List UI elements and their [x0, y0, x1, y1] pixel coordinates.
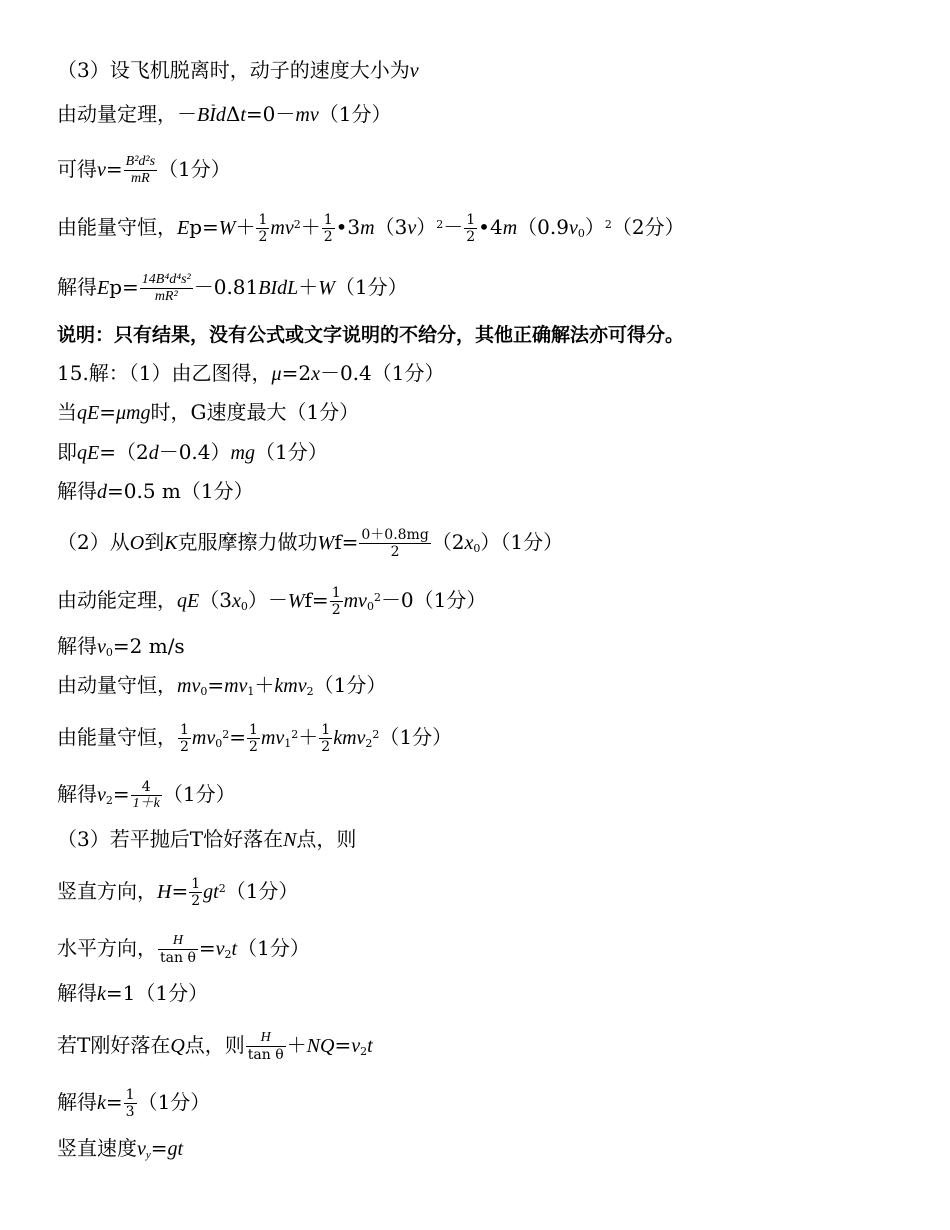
score: （1分）	[158, 157, 231, 181]
score: （1分）	[334, 275, 408, 299]
denominator: 3	[125, 1104, 135, 1120]
var: BIdL	[258, 277, 299, 299]
text: =	[99, 400, 116, 424]
text: =	[105, 157, 123, 181]
text: =	[112, 782, 130, 806]
var: x	[311, 363, 320, 385]
exponent: 2	[293, 218, 301, 231]
exponent: 2	[604, 218, 612, 231]
text: =	[171, 879, 189, 903]
denominator: 2	[249, 739, 258, 755]
subscript: 0	[577, 227, 585, 240]
line-energy-conservation-2	[57, 722, 452, 756]
text: 竖直方向，	[57, 879, 157, 903]
text: =	[150, 1136, 168, 1160]
var: Q	[170, 1035, 185, 1057]
line-momentum-conservation	[57, 673, 386, 704]
var: t	[231, 938, 238, 960]
var: mv	[343, 590, 367, 612]
score: （1分）	[379, 725, 453, 749]
line-force-balance	[57, 440, 328, 465]
line-vertical-direction	[57, 876, 298, 909]
var: mg	[230, 442, 255, 464]
var: E	[97, 277, 110, 299]
exponent: 2	[291, 728, 299, 741]
var: gt	[167, 1138, 184, 1160]
numerator: 1	[249, 722, 258, 738]
score: （1分）	[254, 440, 328, 464]
line-v2-result	[57, 779, 236, 813]
text: =1	[105, 981, 136, 1005]
score: （1分）	[162, 782, 236, 806]
var: m	[502, 217, 518, 239]
denominator: 2	[321, 739, 331, 755]
exponent: 2	[372, 728, 380, 741]
score: （1分）	[225, 879, 299, 903]
var: d	[97, 481, 107, 503]
var: qE	[77, 442, 100, 464]
exponent: 2	[222, 728, 230, 741]
var: mv	[260, 727, 285, 749]
line-ep-result	[57, 272, 408, 305]
var: v	[97, 636, 106, 658]
grading-note	[57, 323, 684, 347]
line-vertical-velocity	[57, 1136, 183, 1167]
text: 点，则	[184, 1033, 245, 1057]
var: μ	[271, 363, 282, 385]
var: H	[157, 881, 172, 903]
score: （1分）	[286, 400, 360, 424]
text: ＋	[298, 275, 319, 299]
score: （1分）	[413, 588, 487, 612]
var: v	[97, 784, 106, 806]
numerator: 1	[125, 1087, 135, 1103]
denominator: tan θ	[247, 1047, 284, 1063]
var: v	[137, 1138, 146, 1160]
fraction	[330, 585, 343, 618]
text: 解得	[57, 275, 97, 299]
denominator: 1＋k	[132, 796, 160, 811]
numerator: 1	[323, 212, 333, 228]
text: 可得	[57, 157, 97, 181]
text: 由动能定理，	[57, 588, 177, 612]
text: =	[229, 725, 247, 749]
text: ）－	[247, 588, 288, 612]
line-friction-work	[57, 527, 563, 561]
numerator: 4	[131, 779, 162, 796]
text: p=	[189, 215, 219, 239]
text: （2	[431, 530, 465, 554]
var: W	[218, 217, 236, 239]
text: （2）从	[57, 530, 130, 554]
denominator: 2	[180, 739, 189, 755]
denominator: mR²	[154, 289, 178, 304]
numerator: 1	[191, 876, 201, 892]
denominator: 2	[390, 544, 400, 560]
text: =0.5 m	[107, 479, 181, 503]
var: x	[464, 532, 474, 554]
fraction	[464, 212, 477, 245]
text: 由能量守恒，	[57, 725, 177, 749]
text: 时，G速度最大	[150, 400, 287, 424]
text: •3	[335, 215, 361, 239]
var-mean-current: - I	[209, 104, 216, 126]
fraction	[124, 154, 157, 187]
denominator: mR	[131, 171, 150, 186]
text: 解得	[57, 1090, 97, 1114]
text: 水平方向，	[57, 936, 157, 960]
text: ＋	[298, 725, 319, 749]
delta: Δ	[225, 102, 241, 126]
numerator: 1	[466, 212, 476, 228]
line-k-third-result	[57, 1087, 210, 1120]
score: （1分）	[137, 1090, 211, 1114]
text: •4	[478, 215, 503, 239]
subscript: 0	[240, 600, 248, 613]
score: （1分）	[180, 479, 254, 503]
text: =	[198, 936, 216, 960]
numerator: 1	[331, 585, 341, 601]
denominator: 2	[466, 229, 476, 245]
line-v0-result	[57, 634, 185, 665]
var: x	[231, 590, 241, 612]
subscript: 1	[247, 685, 255, 698]
text: =	[207, 673, 225, 697]
text: 解得	[57, 479, 97, 503]
text: ＋	[300, 215, 321, 239]
var: v	[407, 217, 417, 239]
subscript: 0	[366, 600, 374, 613]
fraction	[189, 876, 202, 909]
text: （0.9	[517, 215, 569, 239]
var: v	[409, 60, 419, 82]
fraction	[247, 722, 260, 755]
text: f=	[304, 588, 329, 612]
subscript: 2	[224, 948, 232, 961]
text: －0.4）	[158, 440, 231, 464]
subscript: 0	[105, 646, 113, 659]
subscript: y	[145, 1149, 151, 1161]
text: －0.81	[193, 275, 259, 299]
var: kmv	[333, 727, 366, 749]
score: （1分）	[500, 530, 564, 554]
var: B	[197, 104, 210, 126]
subscript: 2	[306, 685, 314, 698]
text: 15.解：（1）由乙图得，	[57, 361, 272, 385]
text: 解得	[57, 981, 97, 1005]
text: f=	[334, 530, 359, 554]
text: （3）设飞机脱离时，动子的速度大小为	[57, 58, 410, 82]
var: m	[360, 217, 375, 239]
var: d	[148, 442, 159, 464]
fraction	[359, 527, 430, 560]
subscript: 0	[215, 737, 223, 750]
text: 点，则	[296, 827, 357, 851]
numerator: 1	[258, 212, 268, 228]
text: 克服摩擦力做功	[177, 530, 318, 554]
text: ＋	[286, 1033, 307, 1057]
var: N	[283, 829, 297, 851]
score: （1分）	[313, 673, 387, 697]
var: v	[568, 217, 578, 239]
text: －0	[380, 588, 414, 612]
subscript: 2	[105, 794, 113, 807]
text: ）	[416, 215, 437, 239]
var: kmv	[274, 675, 307, 697]
text: ＋	[235, 215, 256, 239]
var: k	[97, 1092, 106, 1114]
var: v	[351, 1035, 361, 1057]
numerator: H	[158, 933, 198, 950]
line-horizontal-direction	[57, 933, 310, 967]
fraction	[246, 1030, 286, 1063]
text: 若T刚好落在	[57, 1033, 171, 1057]
fraction	[140, 272, 193, 305]
line-energy-conservation	[57, 212, 685, 246]
var: t	[240, 104, 246, 126]
text: 由动量守恒，	[57, 673, 177, 697]
line-kinetic-energy-theorem	[57, 585, 486, 619]
line-3-velocity-setup	[57, 58, 419, 83]
text: 解得	[57, 782, 97, 806]
var: k	[97, 983, 106, 1005]
text: p=	[109, 275, 139, 299]
text: =2 m/s	[112, 634, 185, 658]
var: v	[97, 159, 106, 181]
text: 竖直速度	[57, 1136, 137, 1160]
var: E	[177, 217, 190, 239]
text: =	[334, 1033, 352, 1057]
text: 说明：只有结果，没有公式或文字说明的不给分，其他正确解法亦可得分。	[57, 324, 685, 346]
subscript: 2	[360, 1045, 368, 1058]
line-d-result	[57, 479, 254, 504]
var: mv	[177, 675, 201, 697]
var: W	[287, 590, 305, 612]
fraction	[131, 779, 162, 812]
text: 到	[144, 530, 165, 554]
text: 由动量定理，－	[57, 102, 197, 126]
var: gt	[203, 881, 219, 903]
line-15-1	[57, 361, 445, 386]
text: （3）若平抛后T恰好落在	[57, 827, 284, 851]
numerator: 0＋0.8mg	[361, 527, 429, 543]
var: K	[164, 532, 178, 554]
score: （1分）	[135, 981, 209, 1005]
var: W	[317, 532, 335, 554]
denominator: 2	[331, 602, 341, 618]
text: =2	[281, 361, 312, 385]
subscript: 0	[200, 685, 208, 698]
fraction	[256, 212, 269, 245]
text: =（2	[99, 440, 149, 464]
var: μmg	[115, 402, 151, 424]
text: ）	[480, 530, 501, 554]
subscript: 0	[473, 542, 481, 555]
var: NQ	[306, 1035, 335, 1057]
numerator: H	[246, 1030, 286, 1047]
text: ）	[584, 215, 605, 239]
numerator: B²d²s	[125, 154, 156, 169]
numerator: 1	[180, 722, 189, 738]
text: －0.4	[319, 361, 372, 385]
fraction	[124, 1087, 137, 1120]
fraction	[319, 722, 332, 755]
score: （1分）	[371, 361, 445, 385]
line-k1-result	[57, 981, 208, 1006]
line-max-speed	[57, 400, 359, 425]
subscript: 2	[365, 737, 373, 750]
text: （3	[374, 215, 408, 239]
exponent: 2	[218, 882, 226, 895]
var: qE	[77, 402, 100, 424]
score: （1分）	[318, 102, 392, 126]
line-land-at-q	[57, 1030, 373, 1064]
fraction	[158, 933, 198, 966]
denominator: 2	[258, 229, 268, 245]
text: =0－	[245, 102, 296, 126]
var: mv	[191, 727, 216, 749]
text: （3	[199, 588, 232, 612]
denominator: tan θ	[160, 950, 196, 966]
numerator: 1	[321, 722, 331, 738]
var: t	[367, 1035, 373, 1057]
var: d	[215, 104, 226, 126]
subscript: 1	[284, 737, 292, 750]
fraction	[322, 212, 335, 245]
exponent: 2	[373, 591, 381, 604]
numerator: 14B⁴d⁴s²	[141, 272, 191, 287]
text: 解得	[57, 634, 97, 658]
line-velocity-result	[57, 154, 231, 187]
denominator: 2	[191, 893, 201, 909]
exponent: 2	[436, 218, 444, 231]
text: 即	[57, 440, 77, 464]
var: O	[129, 532, 145, 554]
text: =	[105, 1090, 123, 1114]
text: ＋	[254, 673, 275, 697]
fraction	[178, 722, 191, 755]
var: mv	[270, 217, 294, 239]
score: （2分）	[611, 215, 685, 239]
line-momentum-theorem	[57, 102, 391, 127]
line-15-3	[57, 827, 356, 852]
var: v	[215, 938, 225, 960]
score: （1分）	[237, 936, 310, 960]
var: mv	[224, 675, 248, 697]
var: mv	[295, 104, 319, 126]
text: 由能量守恒，	[57, 215, 177, 239]
var: qE	[177, 590, 200, 612]
text: －	[443, 215, 464, 239]
var: W	[318, 277, 335, 299]
text: 当	[57, 400, 77, 424]
denominator: 2	[323, 229, 333, 245]
